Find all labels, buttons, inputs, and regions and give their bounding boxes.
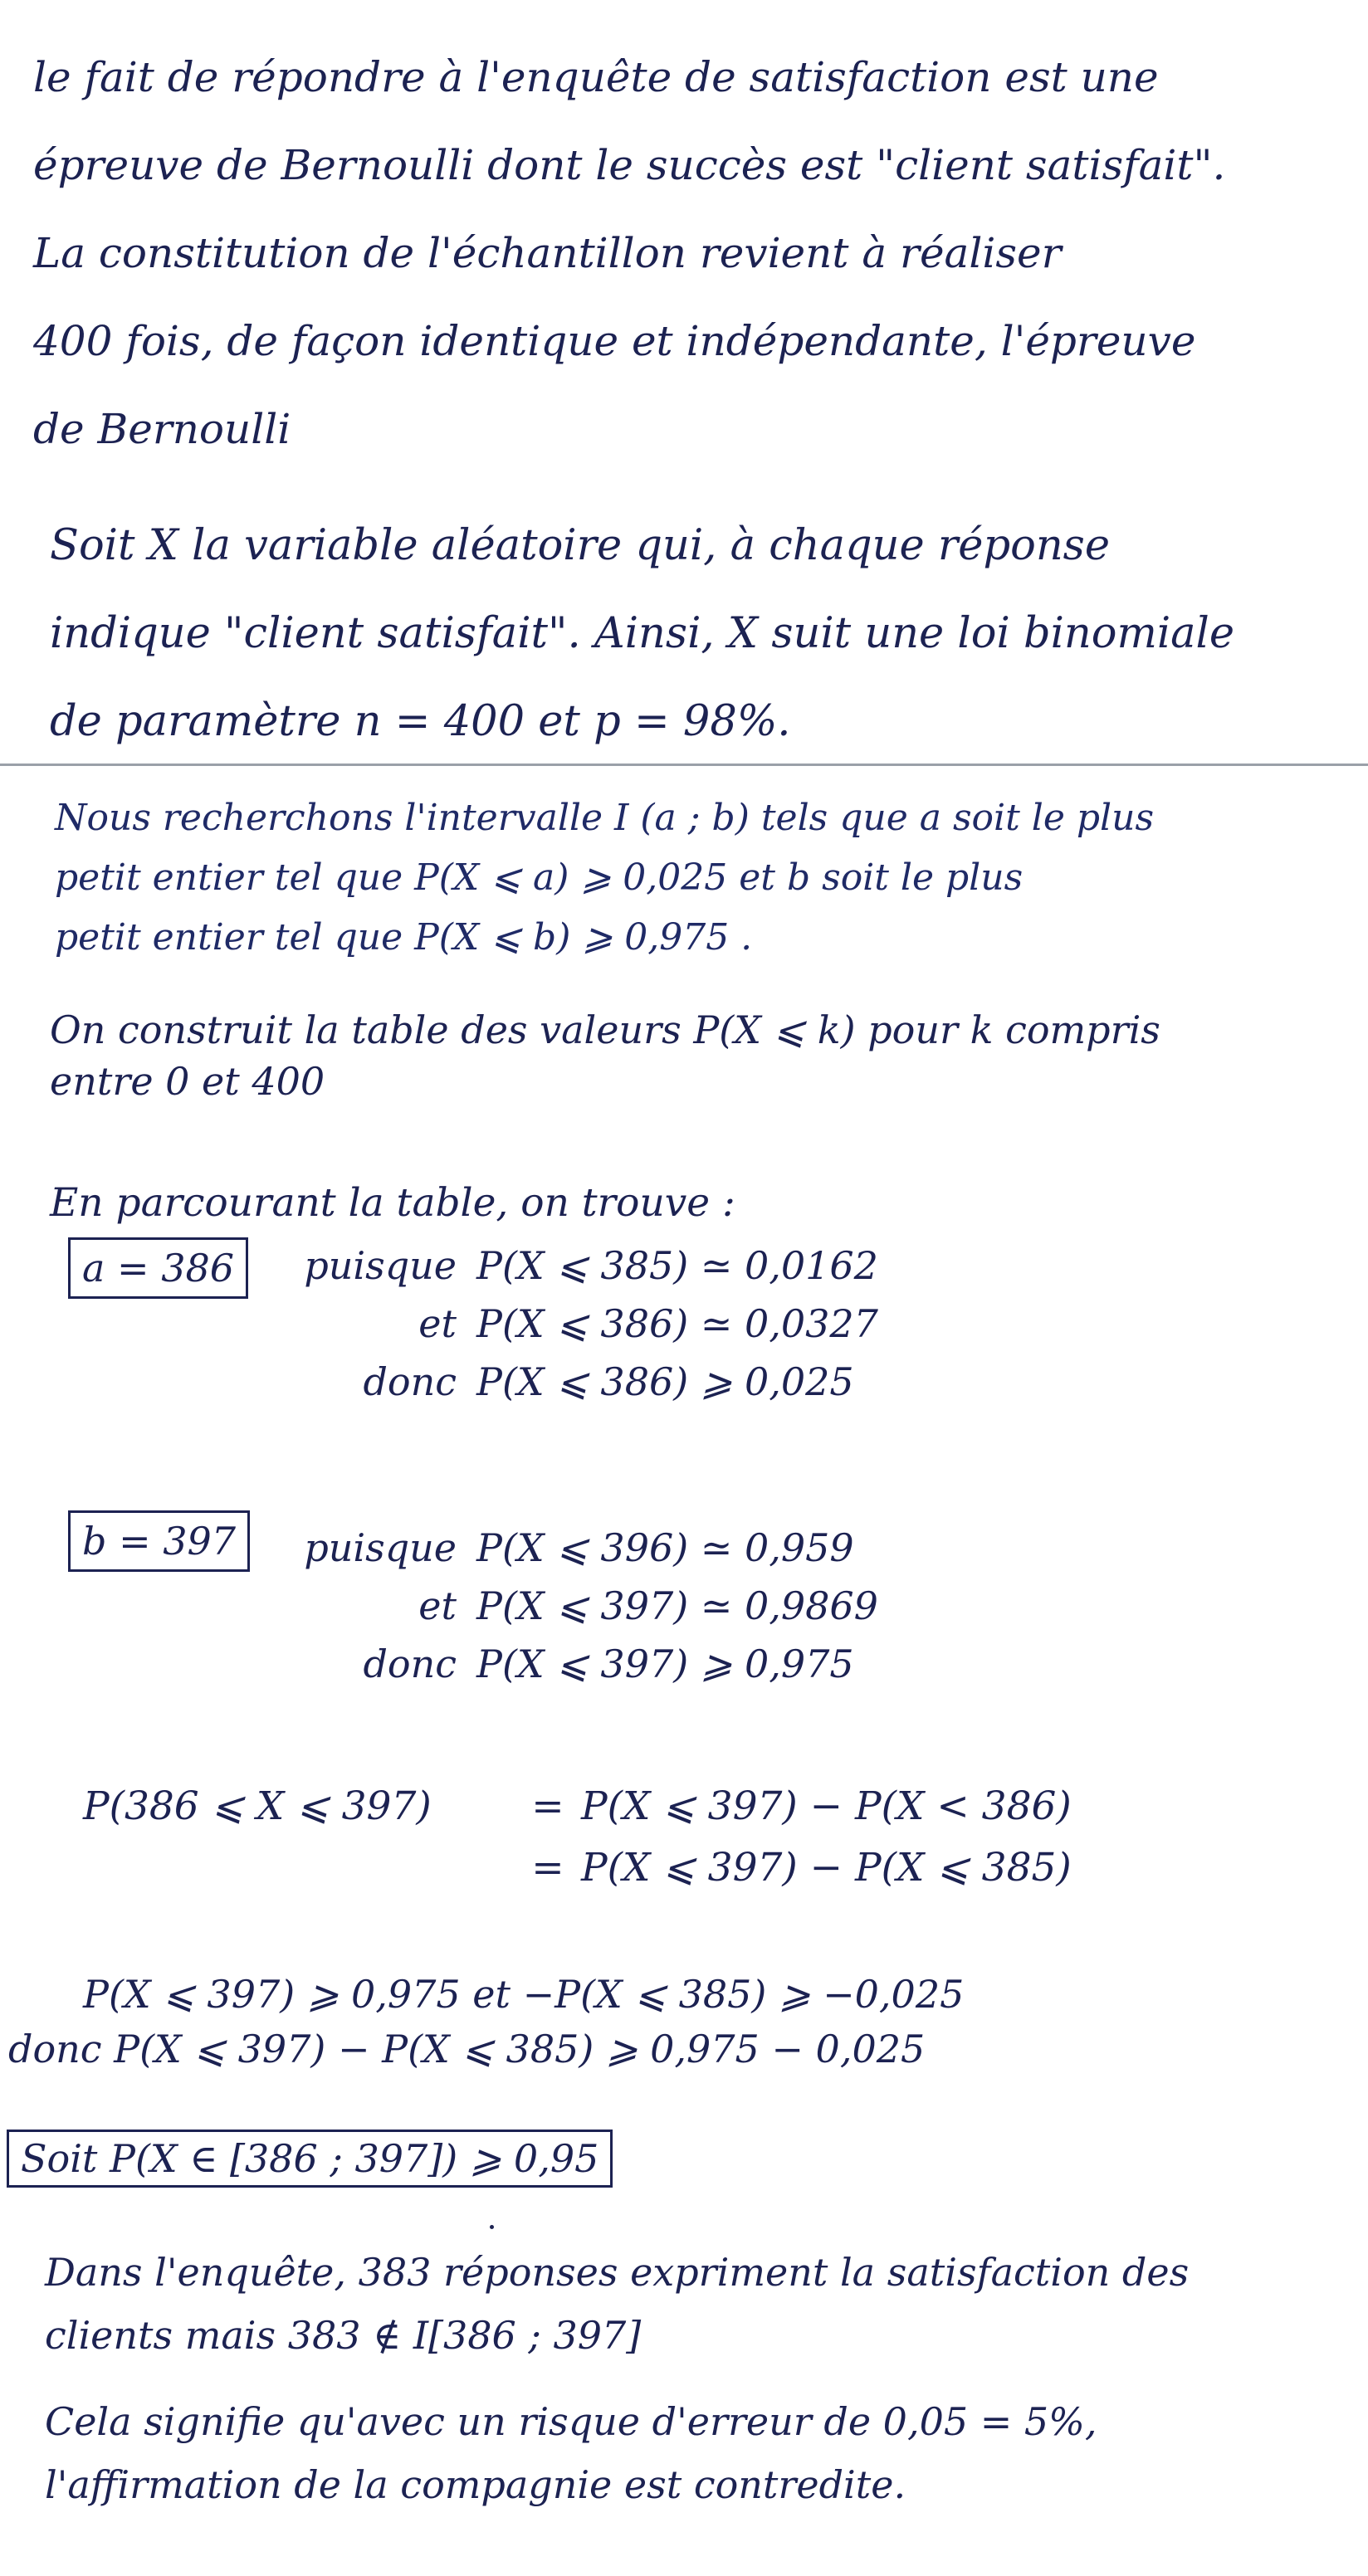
boxed-result-b: b = 397 (68, 1510, 250, 1572)
inequality-derivation (8, 1967, 964, 2076)
text-line: 400 fois, de façon identique et indépendante, l'épreuve (33, 317, 1196, 365)
paragraph-survey-result (45, 2241, 1189, 2367)
paragraph-findings (50, 1173, 735, 1233)
inequality-line: donc P(X ⩽ 397) − P(X ⩽ 385) ⩾ 0,975 − 0,025 (8, 2027, 926, 2071)
probability-calculation (83, 1776, 1072, 1899)
paragraph-interval-search (55, 788, 1154, 968)
equation-label: donc (363, 1642, 457, 1686)
text-line: Dans l'enquête, 383 réponses expriment la satisfaction des (45, 2250, 1190, 2295)
horizontal-divider (0, 764, 1368, 766)
inequality-line: P(X ⩽ 397) ⩾ 0,975 et −P(X ⩽ 385) ⩾ −0,025 (83, 1972, 965, 2017)
text-line: La constitution de l'échantillon revient à réaliser (33, 229, 1062, 277)
equation-label: donc (363, 1359, 457, 1404)
equals-sign: = (531, 1783, 564, 1829)
equation-label: puisque (304, 1525, 457, 1570)
equation-label: et (418, 1583, 457, 1628)
equation-expr: P(X ⩽ 385) ≃ 0,0162 (476, 1243, 878, 1288)
equations-a (249, 1237, 878, 1411)
equation-expr: P(X ⩽ 397) ≃ 0,9869 (476, 1583, 878, 1628)
boxed-result-a: a = 386 (68, 1237, 248, 1299)
equals-sign: = (531, 1845, 564, 1891)
equation-row (249, 1577, 878, 1635)
equation-row (249, 1353, 878, 1411)
text-line: entre 0 et 400 (50, 1059, 325, 1104)
boxed-final-result: Soit P(X ∈ [386 ; 397]) ⩾ 0,95 (7, 2130, 613, 2188)
equation-row (249, 1295, 878, 1353)
text-line: petit entier tel que P(X ⩽ b) ⩾ 0,975 . (55, 916, 753, 959)
paragraph-conclusion (45, 2390, 1097, 2516)
equation-expr: P(X ⩽ 396) ≃ 0,959 (476, 1525, 854, 1570)
ink-dot (490, 2225, 494, 2229)
calc-row (83, 1776, 1072, 1837)
text-line: épreuve de Bernoulli dont le succès est "client satisfait". (33, 141, 1226, 189)
text-line: l'affirmation de la compagnie est contredite. (45, 2462, 906, 2507)
calc-lhs: P(386 ⩽ X ⩽ 397) (83, 1783, 432, 1829)
paragraph-table (50, 1004, 1160, 1107)
equation-label: et (418, 1301, 457, 1346)
equation-expr: P(X ⩽ 397) ⩾ 0,975 (476, 1642, 854, 1686)
paragraph-bernoulli (33, 33, 1225, 473)
text-line: de paramètre n = 400 et p = 98%. (50, 697, 791, 746)
text-line: Soit X la variable aléatoire qui, à chaque réponse (50, 521, 1111, 570)
equation-row (249, 1237, 878, 1295)
calc-row (83, 1837, 1072, 1899)
equation-expr: P(X ⩽ 386) ≃ 0,0327 (476, 1301, 878, 1346)
text-line: En parcourant la table, on trouve : (50, 1180, 735, 1226)
text-line: petit entier tel que P(X ⩽ a) ⩾ 0,025 et b soit le plus (55, 856, 1024, 899)
text-line: indique "client satisfait". Ainsi, X suit une loi binomiale (50, 609, 1235, 658)
equation-label: puisque (304, 1243, 457, 1288)
text-line: On construit la table des valeurs P(X ⩽ k) pour k compris (50, 1007, 1160, 1052)
text-line: clients mais 383 ∉ I[386 ; 397] (45, 2313, 642, 2358)
calc-rhs: P(X ⩽ 397) − P(X < 386) (581, 1783, 1072, 1829)
text-line: de Bernoulli (33, 405, 291, 453)
text-line: Cela signifie qu'avec un risque d'erreur de 0,05 = 5%, (45, 2399, 1097, 2444)
equations-b (249, 1519, 878, 1693)
text-line: le fait de répondre à l'enquête de satisfaction est une (33, 53, 1159, 101)
equation-expr: P(X ⩽ 386) ⩾ 0,025 (476, 1359, 854, 1404)
calc-rhs: P(X ⩽ 397) − P(X ⩽ 385) (581, 1845, 1072, 1891)
equation-row (249, 1519, 878, 1577)
equation-row (249, 1635, 878, 1693)
paragraph-random-variable (50, 502, 1234, 766)
text-line: Nous recherchons l'intervalle I (a ; b) tels que a soit le plus (55, 797, 1155, 839)
